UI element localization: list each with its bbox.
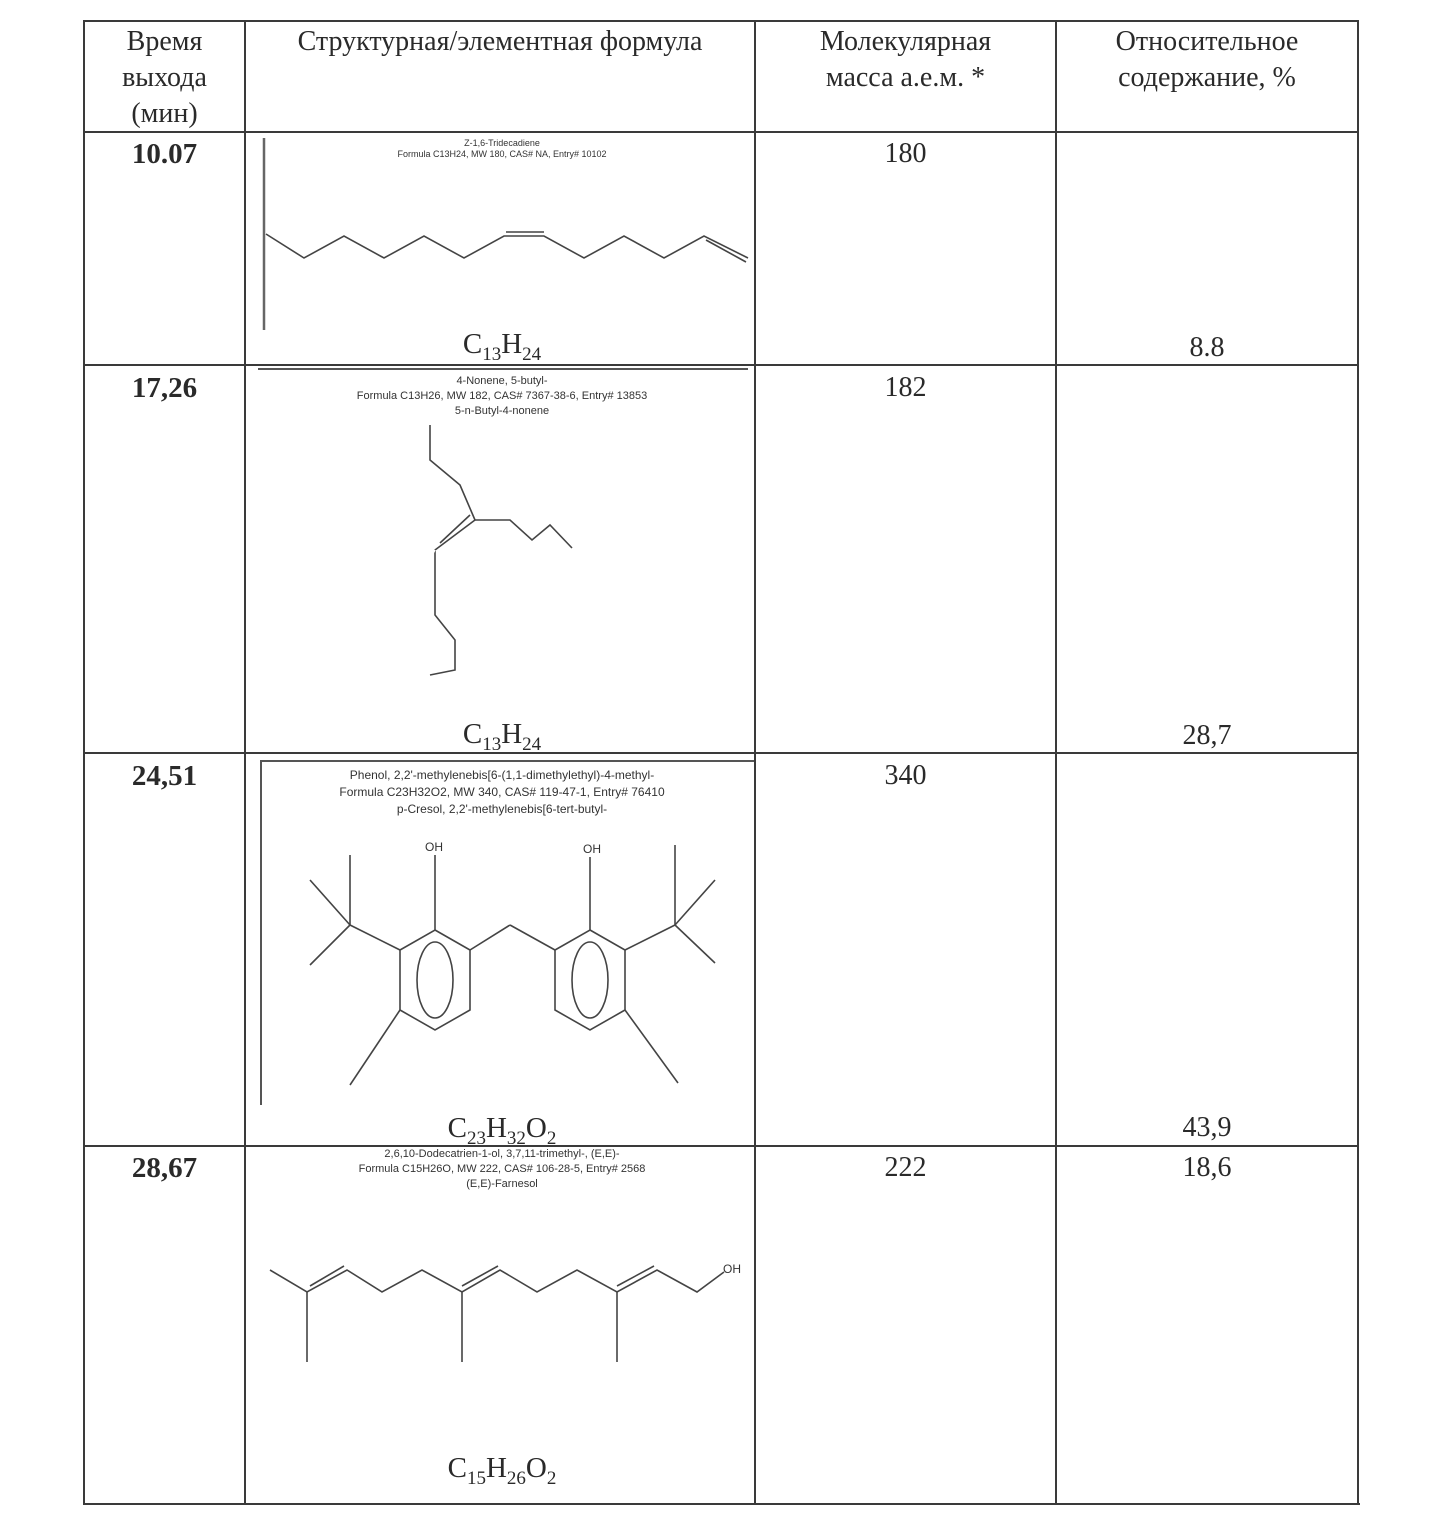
molecular-mass: 180: [884, 138, 927, 169]
caption-line: Z-1,6-Tridecadiene: [464, 138, 540, 148]
structure-caption: [262, 1147, 742, 1192]
caption-line: Formula C13H26, MW 182, CAS# 7367-38-6, Entry# 13853: [356, 390, 648, 402]
retention-time: 28,67: [131, 1152, 198, 1184]
header-time-line1: Время: [126, 26, 203, 57]
caption-line: p-Cresol, 2,2'-methylenebis[6-tert-butyl-: [396, 802, 608, 816]
header-mass-line1: Молекулярная: [819, 26, 992, 57]
header-mass: [756, 24, 1055, 96]
header-mass-line2: масса а.е.м. *: [825, 62, 986, 93]
header-time: [85, 24, 244, 132]
caption-line: 4-Nonene, 5-butyl-: [456, 375, 548, 387]
relative-content: 28,7: [1182, 720, 1232, 751]
molecular-mass: 222: [884, 1152, 927, 1183]
structure-caption: [262, 767, 742, 818]
caption-line: 2,6,10-Dodecatrien-1-ol, 3,7,11-trimethyl-, (E,E)-: [384, 1148, 620, 1160]
butyl-nonene-structure: [420, 425, 590, 680]
header-time-line3: (мин): [131, 98, 198, 129]
header-formula-text: Структурная/элементная формула: [297, 26, 703, 57]
retention-time: 24,51: [131, 760, 198, 792]
hydroxyl-label: OH: [425, 840, 443, 854]
header-content: [1057, 24, 1357, 96]
header-content-line1: Относительное: [1115, 26, 1299, 57]
retention-time: 17,26: [131, 372, 198, 404]
relative-content: 18,6: [1182, 1152, 1232, 1183]
farnesol-structure: [262, 1250, 752, 1370]
header-content-line2: содержание, %: [1118, 62, 1296, 93]
caption-line: (E,E)-Farnesol: [466, 1178, 538, 1190]
methylenebis-phenol-structure: [300, 835, 730, 1095]
elemental-formula: $C_{13}H_{24}$: [462, 328, 542, 365]
caption-line: Formula C23H32O2, MW 340, CAS# 119-47-1, Entry# 76410: [339, 785, 665, 799]
relative-content: 8.8: [1189, 332, 1225, 363]
relative-content: 43,9: [1182, 1112, 1232, 1143]
header-formula: [246, 24, 754, 60]
caption-line: Formula C15H26O, MW 222, CAS# 106-28-5, Entry# 2568: [358, 1163, 646, 1175]
elemental-formula: $C_{13}H_{24}$: [462, 718, 542, 755]
structure-caption: [262, 374, 742, 419]
hydroxyl-label: OH: [723, 1262, 741, 1276]
elemental-formula: $C_{23}H_{32}O_2$: [447, 1112, 557, 1149]
header-time-line2: выхода: [122, 62, 207, 93]
molecular-mass: 340: [884, 760, 927, 791]
caption-line: 5-n-Butyl-4-nonene: [454, 405, 550, 417]
hydroxyl-label: OH: [583, 842, 601, 856]
caption-line: Formula C13H24, MW 180, CAS# NA, Entry# 10102: [397, 149, 607, 159]
elemental-formula: $C_{15}H_{26}O_2$: [447, 1452, 557, 1489]
caption-line: Phenol, 2,2'-methylenebis[6-(1,1-dimethylethyl)-4-methyl-: [349, 768, 655, 782]
retention-time: 10.07: [131, 138, 198, 170]
molecular-mass: 182: [884, 372, 927, 403]
